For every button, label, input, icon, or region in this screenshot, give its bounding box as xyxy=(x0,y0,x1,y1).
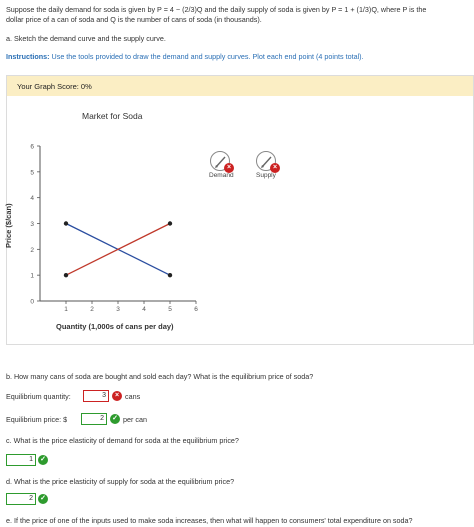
y-tick-label: 0 xyxy=(30,298,34,306)
x-tick-label: 5 xyxy=(168,306,172,313)
equilibrium-price-label: Equilibrium price: $ xyxy=(6,415,68,424)
x-tick-label: 6 xyxy=(194,306,198,313)
error-icon: × xyxy=(112,391,122,401)
check-icon: ✓ xyxy=(38,455,48,465)
instructions-text: Use the tools provided to draw the demand and supply curves. Plot each end point (4 points total). xyxy=(51,52,364,61)
x-tick-label: 4 xyxy=(142,306,146,313)
chart-title: Market for Soda xyxy=(82,111,143,121)
y-tick-label: 2 xyxy=(30,246,34,254)
equilibrium-quantity-input[interactable]: 3 xyxy=(83,390,109,402)
y-tick-label: 3 xyxy=(30,221,34,228)
series-0-point-1 xyxy=(168,273,172,277)
part-b-prompt: b. How many cans of soda are bought and sold each day? What is the equilibrium price of soda? xyxy=(6,372,314,381)
y-tick-label: 6 xyxy=(30,143,34,151)
error-icon: × xyxy=(224,163,234,173)
part-a-prompt: a. Sketch the demand curve and the supply curve. xyxy=(6,34,166,43)
y-axis-label: Price ($/can) xyxy=(4,203,13,248)
series-0-point-0 xyxy=(64,221,68,225)
part-c-prompt: c. What is the price elasticity of demand for soda at the equilibrium price? xyxy=(6,436,239,445)
demand-elasticity-input[interactable]: 1 xyxy=(6,454,36,466)
instructions-label: Instructions: xyxy=(6,52,50,61)
supply-tool-label: Supply xyxy=(256,172,276,179)
y-tick-label: 4 xyxy=(30,195,34,203)
graph-score: Your Graph Score: 0% xyxy=(17,82,92,91)
y-tick-label: 5 xyxy=(30,169,34,177)
equilibrium-price-unit: per can xyxy=(123,415,147,424)
equilibrium-quantity-unit: cans xyxy=(125,392,141,401)
part-d-prompt: d. What is the price elasticity of supply for soda at the equilibrium price? xyxy=(6,477,235,486)
demand-tool-label: Demand xyxy=(209,172,234,179)
question-intro-line1: Suppose the daily demand for soda is given by P = 4 − (2/3)Q and the daily supply of soda is given by P = 1 + (1/3)Q, where P is the xyxy=(6,5,427,14)
check-icon: ✓ xyxy=(38,494,48,504)
x-tick-label: 3 xyxy=(116,306,120,313)
series-1-point-1 xyxy=(168,221,172,225)
x-axis-label: Quantity (1,000s of cans per day) xyxy=(56,322,174,331)
x-tick-label: 2 xyxy=(90,306,94,313)
check-icon: ✓ xyxy=(110,414,120,424)
question-intro-line2: dollar price of a can of soda and Q is the number of cans of soda (in thousands). xyxy=(6,15,262,24)
equilibrium-price-input[interactable]: 2 xyxy=(81,413,107,425)
supply-elasticity-input[interactable]: 2 xyxy=(6,493,36,505)
equilibrium-quantity-label: Equilibrium quantity: xyxy=(6,392,71,401)
part-e-prompt: e. If the price of one of the inputs used to make soda increases, then what will happen to consumers' total expenditure on soda? xyxy=(6,516,413,525)
error-icon: × xyxy=(270,163,280,173)
x-tick-label: 1 xyxy=(64,306,68,313)
series-1-point-0 xyxy=(64,273,68,277)
y-tick-label: 1 xyxy=(30,272,34,280)
